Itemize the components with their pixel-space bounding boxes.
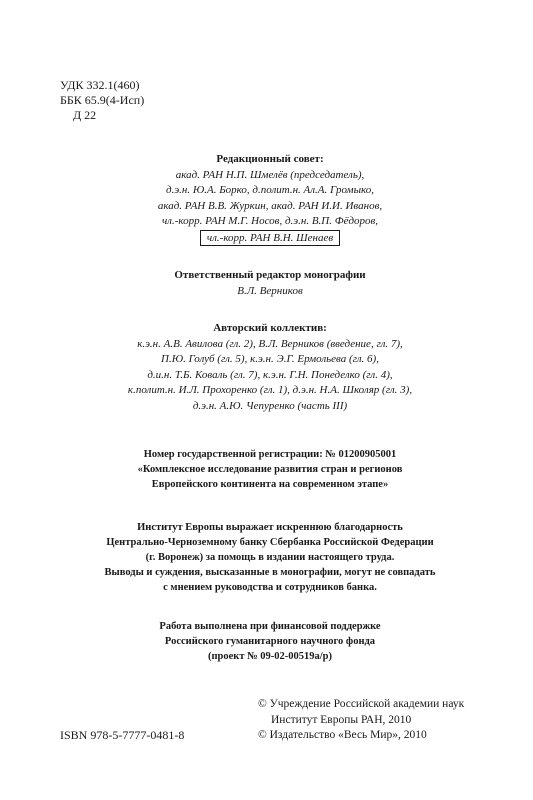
funding-line: (проект № 09-02-00519а/р) <box>207 651 333 662</box>
author-mark: Д 22 <box>73 108 97 122</box>
acknowledgement <box>100 520 440 595</box>
authors-line: д.э.н. А.Ю. Чепуренко (часть III) <box>192 399 348 412</box>
editorial-council-heading: Редакционный совет: <box>216 153 324 165</box>
udk-code: УДК 332.1(460) <box>60 78 140 92</box>
acknowledgement-line: Выводы и суждения, высказанные в монографии, могут не совпадать <box>104 567 436 578</box>
isbn: ISBN 978-5-7777-0481-8 <box>60 728 185 742</box>
copyright-block <box>258 697 464 744</box>
council-boxed-line: чл.-корр. РАН В.Н. Шенаев <box>200 230 340 246</box>
registration-line: Европейского континента на современном этапе» <box>151 479 389 490</box>
council-line: акад. РАН В.В. Журкин, акад. РАН И.И. Иванов, <box>157 199 383 212</box>
acknowledgement-line: Центрально-Черноземному банку Сбербанка Российской Федерации <box>106 537 434 548</box>
authors-line: д.и.н. Т.Б. Коваль (гл. 7), к.э.н. Г.Н. Понеделко (гл. 4), <box>147 368 393 381</box>
responsible-editor <box>100 268 440 299</box>
authors-collective <box>100 321 440 414</box>
acknowledgement-line: (г. Воронеж) за помощь в издании настоящего труда. <box>145 552 395 563</box>
responsible-editor-heading: Ответственный редактор монографии <box>174 269 366 281</box>
council-line: чл.-корр. РАН М.Г. Носов, д.э.н. В.П. Фёдоров, <box>161 215 379 227</box>
funding-line: Работа выполнена при финансовой поддержке <box>159 621 381 632</box>
responsible-editor-name: В.Л. Верников <box>237 284 303 297</box>
state-registration <box>100 447 440 492</box>
funding-note <box>100 619 440 664</box>
council-line: акад. РАН Н.П. Шмелёв (председатель), <box>175 168 365 181</box>
classification-codes <box>60 78 144 123</box>
authors-line: П.Ю. Голуб (гл. 5), к.э.н. Э.Г. Ермольева (гл. 6), <box>161 353 379 365</box>
registration-line: «Комплексное исследование развития стран и регионов <box>137 464 403 475</box>
acknowledgement-line: с мнением руководства и сотрудников банка. <box>163 582 377 593</box>
copyright-line: © Издательство «Весь Мир», 2010 <box>258 729 427 741</box>
editorial-council <box>100 152 440 246</box>
bbk-code: ББК 65.9(4-Исп) <box>60 93 145 107</box>
copyright-line: Институт Европы РАН, 2010 <box>271 713 412 726</box>
funding-line: Российского гуманитарного научного фонда <box>164 636 376 647</box>
authors-heading: Авторский коллектив: <box>213 322 327 334</box>
authors-line: к.э.н. А.В. Авилова (гл. 2), В.Л. Верников (введение, гл. 7), <box>137 337 403 350</box>
council-line: д.э.н. Ю.А. Борко, д.полит.н. Ал.А. Громыко, <box>166 184 374 196</box>
acknowledgement-line: Институт Европы выражает искреннюю благодарность <box>137 522 403 533</box>
copyright-line: © Учреждение Российской академии наук <box>258 698 465 710</box>
registration-line: Номер государственной регистрации: № 01200905001 <box>143 449 397 460</box>
authors-line: к.полит.н. И.Л. Прохоренко (гл. 1), д.э.н. Н.А. Школяр (гл. 3), <box>127 384 413 396</box>
